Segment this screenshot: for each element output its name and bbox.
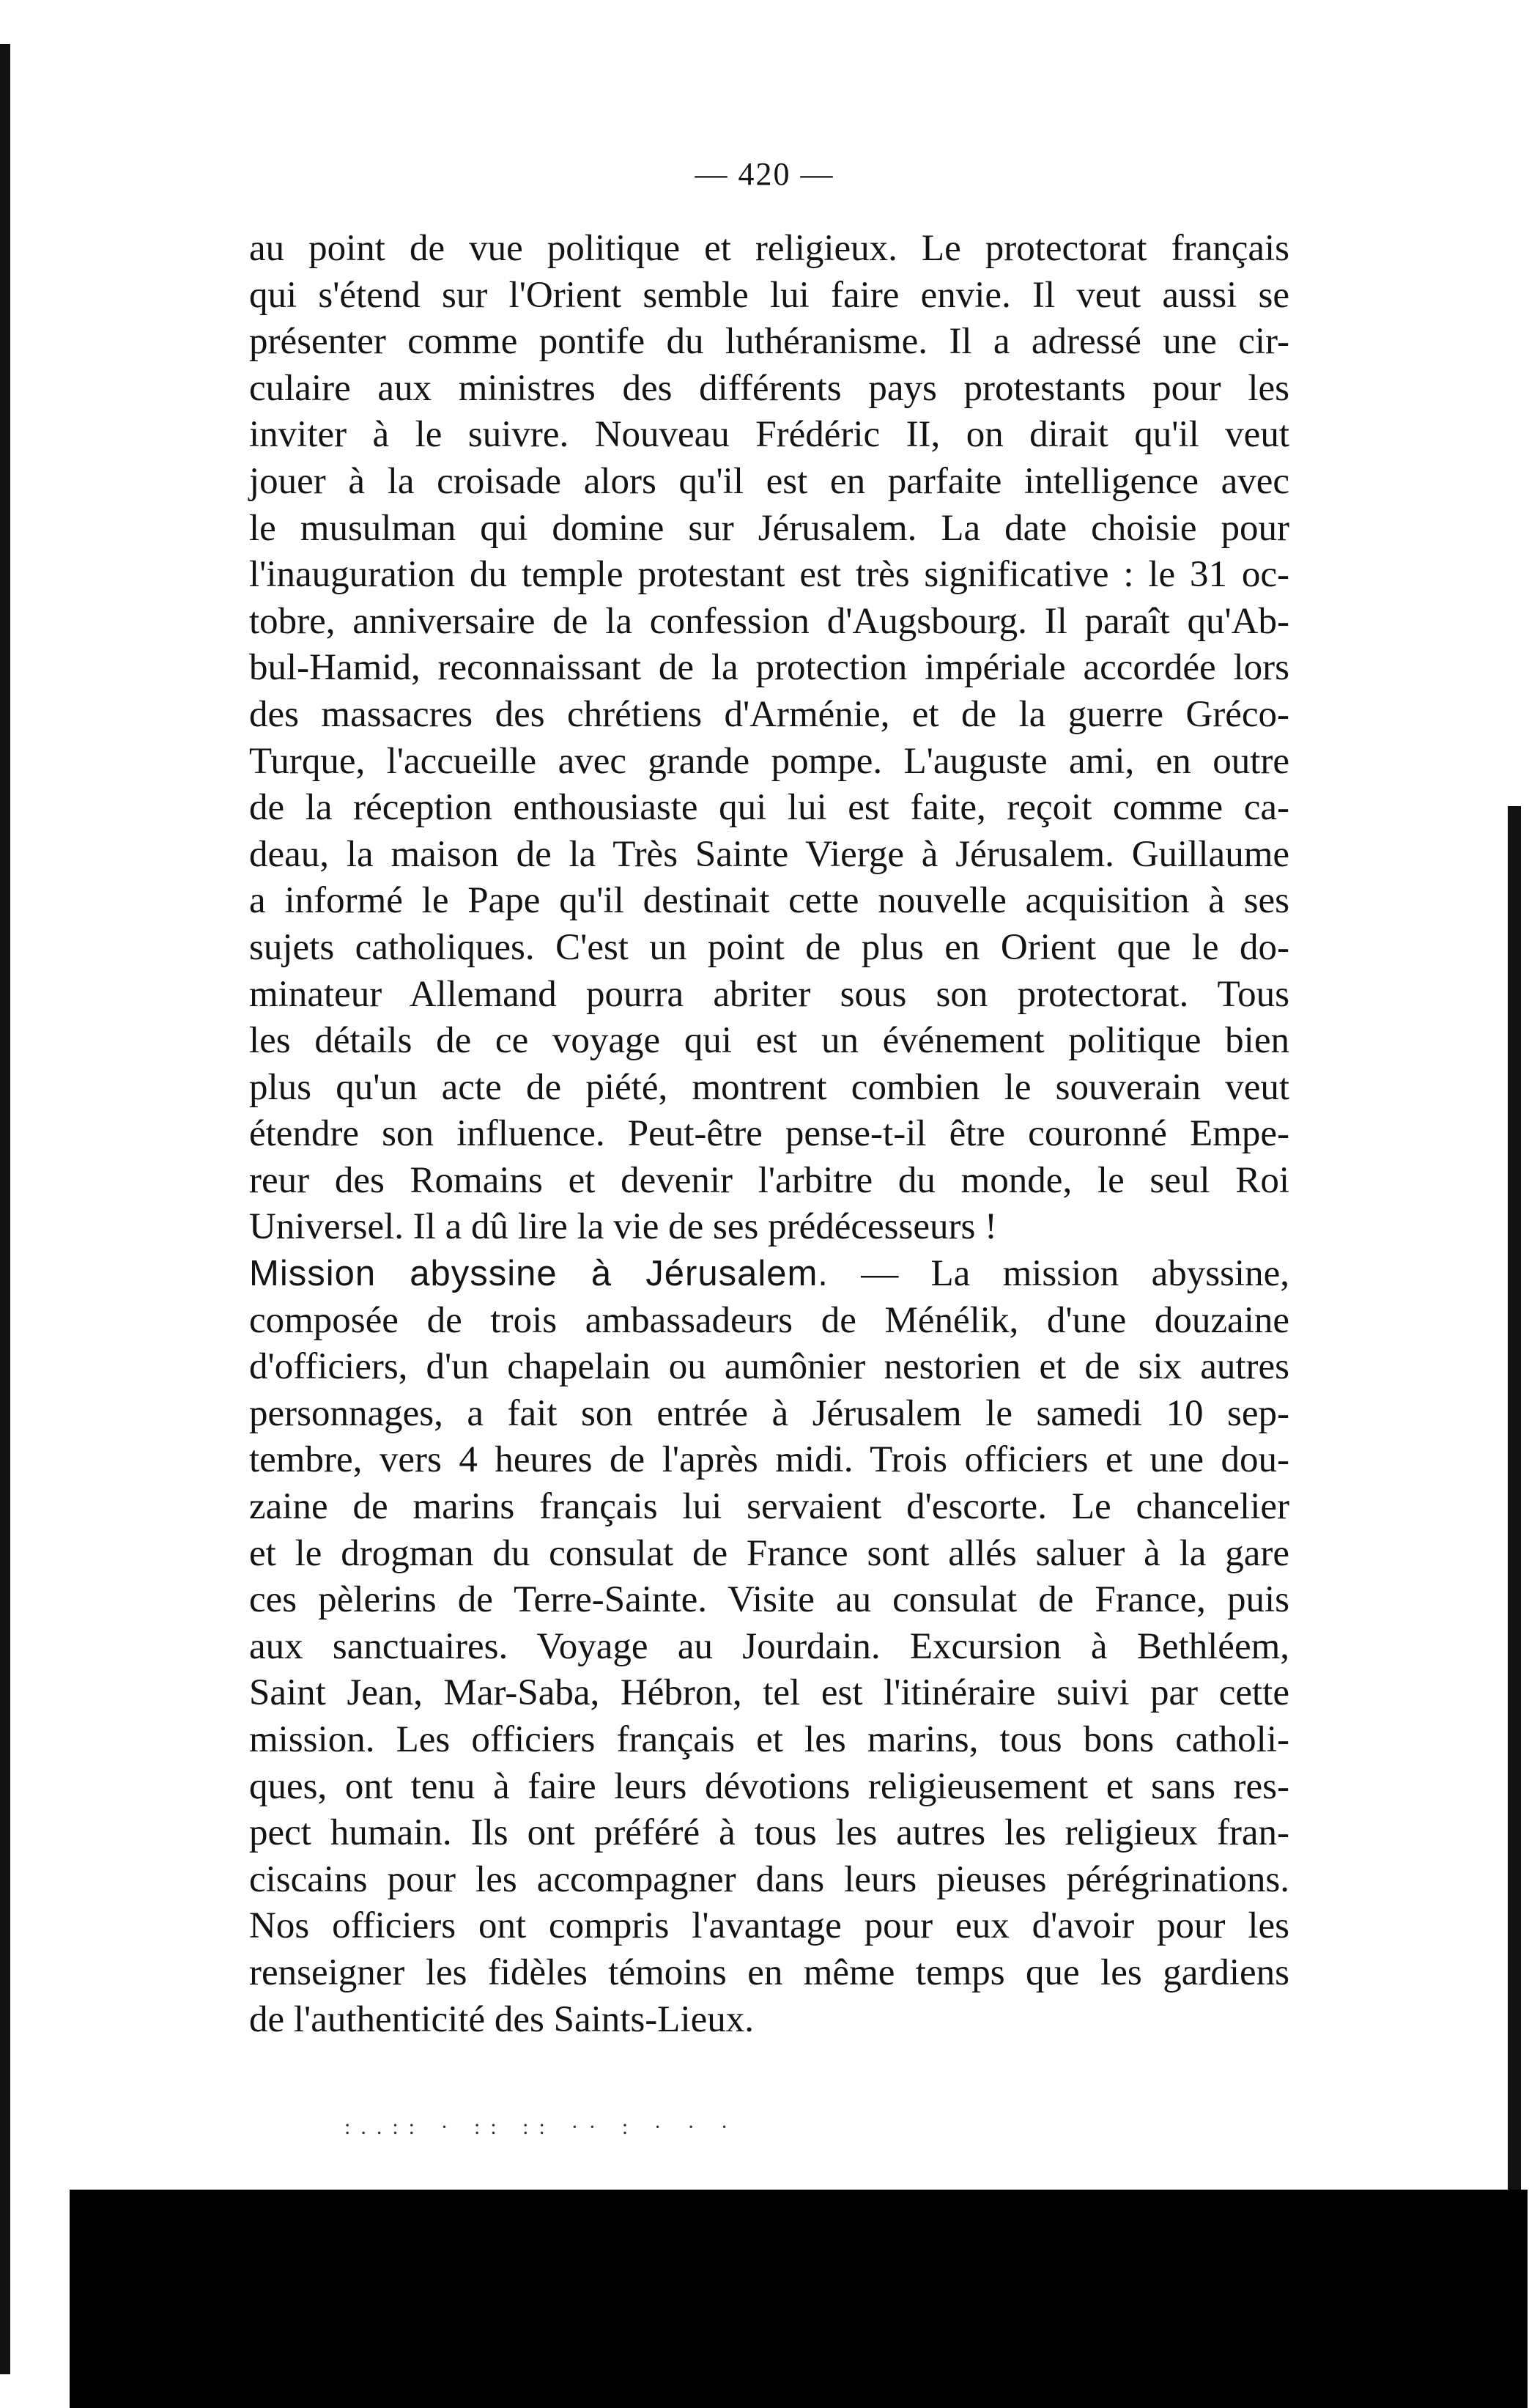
text-line: ciscains pour les accompagner dans leurs pieuses pérégrinations. bbox=[249, 1858, 1289, 1900]
text-line: tembre, vers 4 heures de l'après midi. Trois officiers et une dou- bbox=[249, 1439, 1289, 1481]
text-line: Nos officiers ont compris l'avantage pour eux d'avoir pour les bbox=[249, 1905, 1289, 1947]
text-line: et le drogman du consulat de France sont allés saluer à la gare bbox=[249, 1532, 1289, 1574]
text-line: plus qu'un acte de piété, montrent combien le souverain veut bbox=[249, 1066, 1289, 1108]
text-line: d'officiers, d'un chapelain ou aumônier nestorien et de six autres bbox=[249, 1346, 1289, 1388]
body-text bbox=[249, 226, 1289, 2043]
text-line: composée de trois ambassadeurs de Ménélik, d'une douzaine bbox=[249, 1299, 1289, 1341]
scan-right-edge bbox=[1508, 806, 1521, 2272]
section-heading-line bbox=[249, 1251, 1289, 1298]
paragraph-2 bbox=[249, 1251, 1289, 2043]
text-line: zaine de marins français lui servaient d'escorte. Le chancelier bbox=[249, 1486, 1289, 1528]
text-line: étendre son influence. Peut-être pense-t-il être couronné Empe- bbox=[249, 1113, 1289, 1155]
text-line: de la réception enthousiaste qui lui est faite, reçoit comme ca- bbox=[249, 787, 1289, 829]
text-line: inviter à le suivre. Nouveau Frédéric II, on dirait qu'il veut bbox=[249, 414, 1289, 456]
text-line: reur des Romains et devenir l'arbitre du monde, le seul Roi bbox=[249, 1159, 1289, 1201]
text-line: jouer à la croisade alors qu'il est en parfaite intelligence avec bbox=[249, 460, 1289, 502]
text-line: tobre, anniversaire de la confession d'Augsbourg. Il paraît qu'Ab- bbox=[249, 600, 1289, 642]
text-line: culaire aux ministres des différents pays protestants pour les bbox=[249, 367, 1289, 409]
text-line: le musulman qui domine sur Jérusalem. La date choisie pour bbox=[249, 507, 1289, 549]
text-line: les détails de ce voyage qui est un événement politique bien bbox=[249, 1020, 1289, 1062]
text-line: deau, la maison de la Très Sainte Vierge à Jérusalem. Guillaume bbox=[249, 833, 1289, 875]
text-line: pect humain. Ils ont préféré à tous les autres les religieux fran- bbox=[249, 1812, 1289, 1854]
section-heading: Mission abyssine à Jérusalem. bbox=[249, 1254, 829, 1294]
scan-bottom-border bbox=[70, 2190, 1528, 2408]
text-line: a informé le Pape qu'il destinait cette nouvelle acquisition à ses bbox=[249, 880, 1289, 922]
text-line: ces pèlerins de Terre-Sainte. Visite au consulat de France, puis bbox=[249, 1579, 1289, 1621]
scan-left-edge bbox=[0, 44, 10, 2374]
text-line: bul-Hamid, reconnaissant de la protection impériale accordée lors bbox=[249, 647, 1289, 689]
text-line: de l'authenticité des Saints-Lieux. bbox=[249, 1998, 754, 2040]
text-line: ques, ont tenu à faire leurs dévotions religieusement et sans res- bbox=[249, 1765, 1289, 1807]
text-line: l'inauguration du temple protestant est très significative : le 31 oc- bbox=[249, 554, 1289, 596]
text-line: présenter comme pontife du luthéranisme. Il a adressé une cir- bbox=[249, 321, 1289, 363]
text-line: renseigner les fidèles témoins en même temps que les gardiens bbox=[249, 1951, 1289, 1993]
text-line: mission. Les officiers français et les marins, tous bons catholi- bbox=[249, 1719, 1289, 1760]
text-line: minateur Allemand pourra abriter sous son protectorat. Tous bbox=[249, 973, 1289, 1015]
text-line: personnages, a fait son entrée à Jérusalem le samedi 10 sep- bbox=[249, 1392, 1289, 1434]
text-line: sujets catholiques. C'est un point de plus en Orient que le do- bbox=[249, 926, 1289, 968]
page-number: — 420 — bbox=[695, 156, 834, 192]
text-line: Universel. Il a dû lire la vie de ses prédécesseurs ! bbox=[249, 1206, 998, 1248]
text-line: Saint Jean, Mar-Saba, Hébron, tel est l'itinéraire suivi par cette bbox=[249, 1672, 1289, 1714]
text-line: au point de vue politique et religieux. Le protectorat français bbox=[249, 228, 1289, 269]
text-line: Turque, l'accueille avec grande pompe. L'auguste ami, en outre bbox=[249, 740, 1289, 782]
heading-line-rest: — La mission abyssine, bbox=[828, 1253, 1289, 1295]
paragraph-1 bbox=[249, 226, 1289, 1251]
scan-noise-marks: :..:: · :: :: ·· : · · · bbox=[344, 2115, 738, 2139]
text-line: aux sanctuaires. Voyage au Jourdain. Excursion à Bethléem, bbox=[249, 1625, 1289, 1667]
text-line: qui s'étend sur l'Orient semble lui faire envie. Il veut aussi se bbox=[249, 274, 1289, 316]
text-line: des massacres des chrétiens d'Arménie, et de la guerre Gréco- bbox=[249, 693, 1289, 735]
